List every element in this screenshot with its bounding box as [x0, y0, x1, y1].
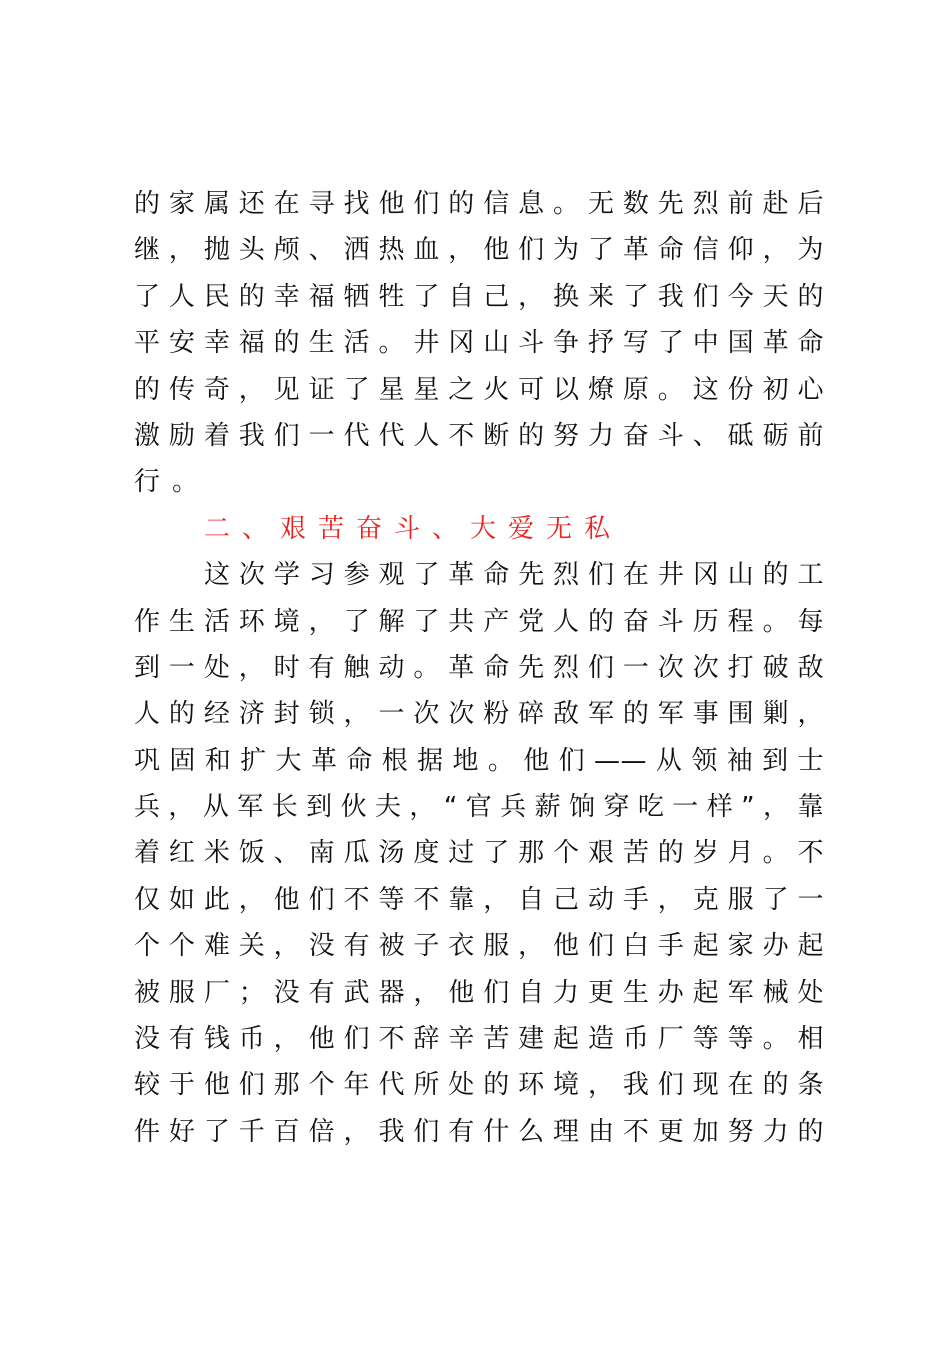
paragraph-line: 的家属还在寻找他们的信息。无数先烈前赴后: [134, 189, 824, 219]
paragraph-line: 个个难关，没有被子衣服，他们白手起家办起: [134, 931, 824, 962]
paragraph-line: 这次学习参观了革命先烈们在井冈山的工: [204, 560, 824, 591]
paragraph-line: 兵，从军长到伙夫，“官兵薪饷穿吃一样”，靠: [134, 792, 824, 823]
paragraph-line: 的传奇，见证了星星之火可以燎原。这份初心: [134, 374, 824, 405]
section-heading: 二、艰苦奋斗、大爱无私: [204, 513, 623, 544]
paragraph-line: 作生活环境，了解了共产党人的奋斗历程。每: [134, 606, 824, 637]
paragraph-line: 了人民的幸福牺牲了自己，换来了我们今天的: [134, 281, 824, 312]
paragraph-line: 平安幸福的生活。井冈山斗争抒写了中国革命: [134, 328, 824, 359]
document-body: [134, 181, 824, 1155]
paragraph-line: 人的经济封锁，一次次粉碎敌军的军事围剿，: [134, 699, 824, 730]
paragraph-line: 没有钱币，他们不辞辛苦建起造币厂等等。相: [134, 1024, 824, 1055]
paragraph-line: 行。: [134, 467, 211, 498]
paragraph-line: 激励着我们一代代人不断的努力奋斗、砥砺前: [134, 420, 824, 451]
paragraph-line: 到一处，时有触动。革命先烈们一次次打破敌: [134, 652, 824, 683]
paragraph-line: 仅如此，他们不等不靠，自己动手，克服了一: [134, 884, 824, 915]
paragraph-line: 继，抛头颅、洒热血，他们为了革命信仰，为: [134, 235, 824, 266]
paragraph-line: 较于他们那个年代所处的环境，我们现在的条: [134, 1070, 824, 1101]
paragraph-line: 件好了千百倍，我们有什么理由不更加努力的: [134, 1116, 824, 1147]
paragraph-line: 被服厂；没有武器，他们自力更生办起军械处: [134, 977, 824, 1008]
paragraph-line: 着红米饭、南瓜汤度过了那个艰苦的岁月。不: [134, 838, 824, 869]
paragraph-line: 巩固和扩大革命根据地。他们——从领袖到士: [134, 745, 824, 776]
